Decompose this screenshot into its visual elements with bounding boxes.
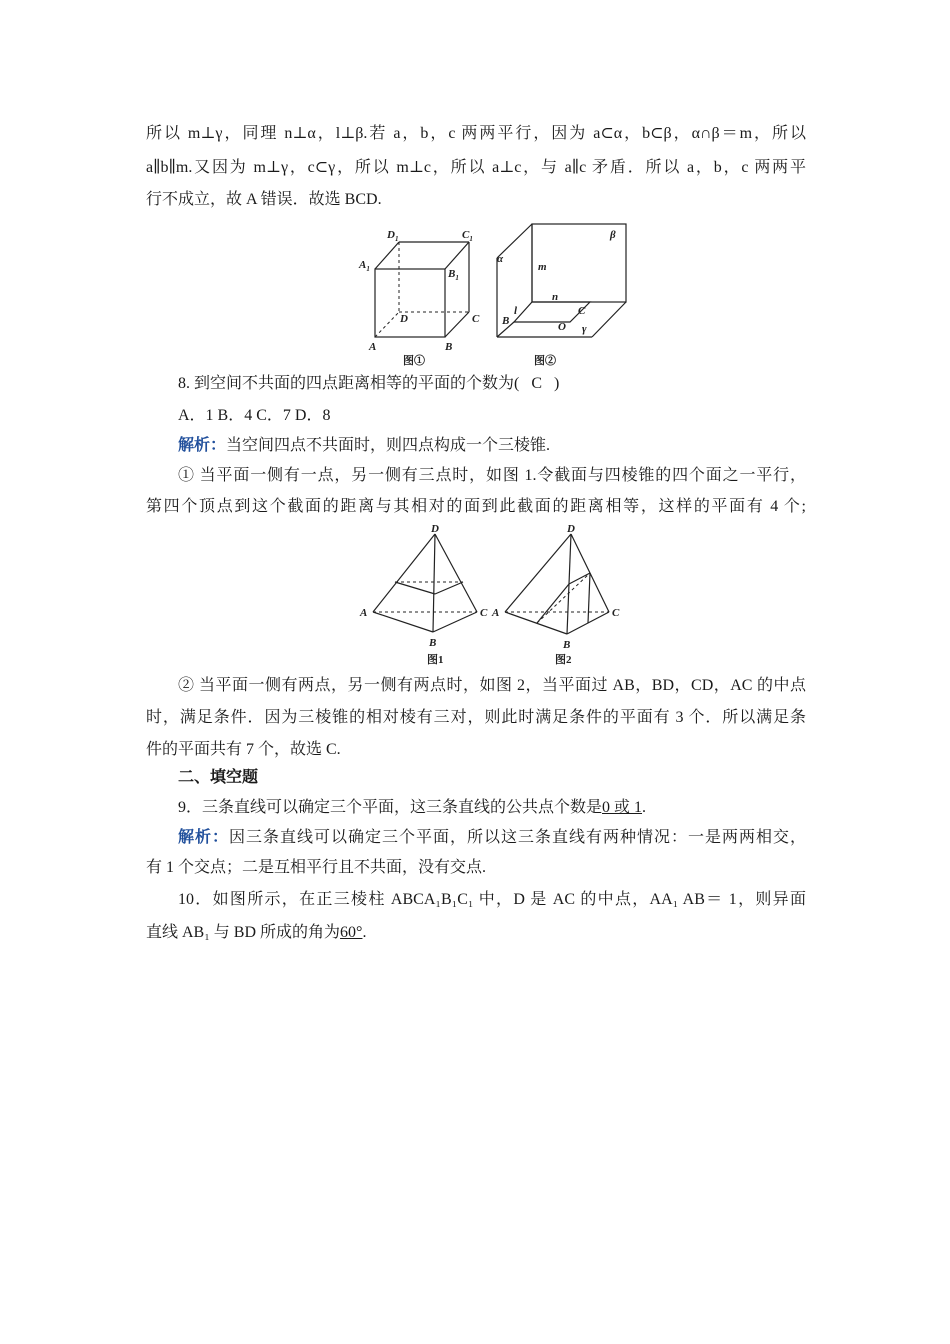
label-B: B bbox=[563, 639, 571, 651]
q9-stem bbox=[178, 798, 806, 818]
q9-analysis bbox=[178, 828, 806, 848]
label-alpha: α bbox=[497, 253, 504, 265]
pyr2-caption: 图2 bbox=[555, 654, 572, 666]
q8-analysis bbox=[178, 436, 806, 456]
q9-analysis-text: 因三条直线可以确定三个平面，所以这三条直线有两种情况：一是两两相交， bbox=[229, 829, 806, 846]
q9-analysis-line2: 有 1 个交点；二是互相平行且不共面，没有交点. bbox=[146, 859, 487, 876]
label-C: C bbox=[480, 607, 488, 619]
label-O: O bbox=[558, 321, 566, 333]
q10-stem-line2 bbox=[146, 923, 806, 943]
q8-stem bbox=[178, 374, 806, 394]
label-m: m bbox=[538, 261, 547, 273]
pyramid-figure-1 bbox=[357, 522, 507, 670]
q8-options: A．1 B．4 C．7 D．8 bbox=[178, 407, 331, 424]
label-D1: $D_1$ bbox=[387, 229, 399, 243]
label-C: C bbox=[612, 607, 620, 619]
pyr1-caption: 图1 bbox=[427, 654, 444, 666]
label-C1: $C_1$ bbox=[462, 229, 473, 243]
analysis-label: 解析： bbox=[178, 829, 229, 846]
label-D: D bbox=[567, 523, 575, 535]
label-n: n bbox=[552, 291, 559, 303]
pyramid-figure-2 bbox=[491, 522, 631, 670]
q8-case2-line1: ② 当平面一侧有两点，另一侧有两点时，如图 2，当平面过 AB，BD，CD，AC 的中点 bbox=[178, 677, 806, 694]
solution-line-3: 行不成立，故 A 错误．故选 BCD. bbox=[146, 191, 382, 208]
section-heading: 二、填空题 bbox=[178, 769, 259, 786]
q8-stem-end: ) bbox=[554, 375, 560, 392]
label-A: A bbox=[492, 607, 500, 619]
q10-stem-text: 直线 AB₁ 与 BD 所成的角为 bbox=[146, 924, 341, 941]
label-C: C bbox=[472, 313, 480, 325]
label-A: A bbox=[360, 607, 368, 619]
label-l: l bbox=[514, 305, 518, 317]
solution-line-2: a∥b∥m.又因为 m⊥γ，c⊂γ，所以 m⊥c，所以 a⊥c，与 a∥c 矛盾．所以 a，b，c 两两平 bbox=[146, 159, 806, 176]
label-C: C bbox=[578, 305, 586, 317]
q8-analysis-text: 当空间四点不共面时，则四点构成一个三棱锥. bbox=[226, 437, 551, 454]
q8-answer: C bbox=[531, 375, 543, 392]
q9-stem-text: 9．三条直线可以确定三个平面，这三条直线的公共点个数是 bbox=[178, 799, 603, 816]
solution-line-1: 所以 m⊥γ，同理 n⊥α，l⊥β.若 a，b，c 两两平行，因为 a⊂α，b⊂β，α∩β＝m，所以 bbox=[146, 125, 806, 142]
label-B1: $B_1$ bbox=[448, 268, 459, 282]
analysis-label: 解析： bbox=[178, 437, 227, 454]
planes-figure bbox=[492, 222, 632, 367]
q8-case1-line2: 第四个顶点到这个截面的距离与其相对的面到此截面的距离相等，这样的平面有 4 个; bbox=[146, 498, 806, 515]
label-A: A bbox=[369, 341, 377, 353]
q10-stem-line1: 10．如图所示，在正三棱柱 ABCA₁B₁C₁ 中，D 是 AC 的中点，AA₁ AB＝ 1，则异面 bbox=[178, 891, 806, 908]
q9-stem-end: . bbox=[642, 799, 647, 816]
cube-figure bbox=[355, 222, 485, 367]
fig2-caption: 图② bbox=[534, 355, 556, 367]
fig1-caption: 图① bbox=[403, 355, 425, 367]
label-A1: $A_1$ bbox=[359, 259, 370, 273]
q8-stem-text: 8. 到空间不共面的四点距离相等的平面的个数为( bbox=[178, 375, 520, 392]
label-D: D bbox=[431, 523, 439, 535]
q8-case2-line2: 时，满足条件．因为三棱锥的相对棱有三对，则此时满足条件的平面有 3 个．所以满足条 bbox=[146, 709, 806, 726]
q8-case2-line3: 件的平面共有 7 个，故选 C. bbox=[146, 741, 341, 758]
q8-case1-line1: ① 当平面一侧有一点，另一侧有三点时，如图 1.令截面与四棱锥的四个面之一平行， bbox=[178, 467, 806, 484]
label-B: B bbox=[445, 341, 453, 353]
label-B: B bbox=[429, 637, 437, 649]
label-B: B bbox=[502, 315, 510, 327]
q9-answer: 0 或 1 bbox=[602, 799, 643, 816]
q10-stem-end: . bbox=[362, 924, 367, 941]
q10-answer: 60° bbox=[340, 924, 363, 941]
cube-front-face bbox=[375, 269, 445, 337]
label-D: D bbox=[400, 313, 408, 325]
label-gamma: γ bbox=[582, 323, 587, 335]
label-beta: β bbox=[610, 229, 616, 241]
